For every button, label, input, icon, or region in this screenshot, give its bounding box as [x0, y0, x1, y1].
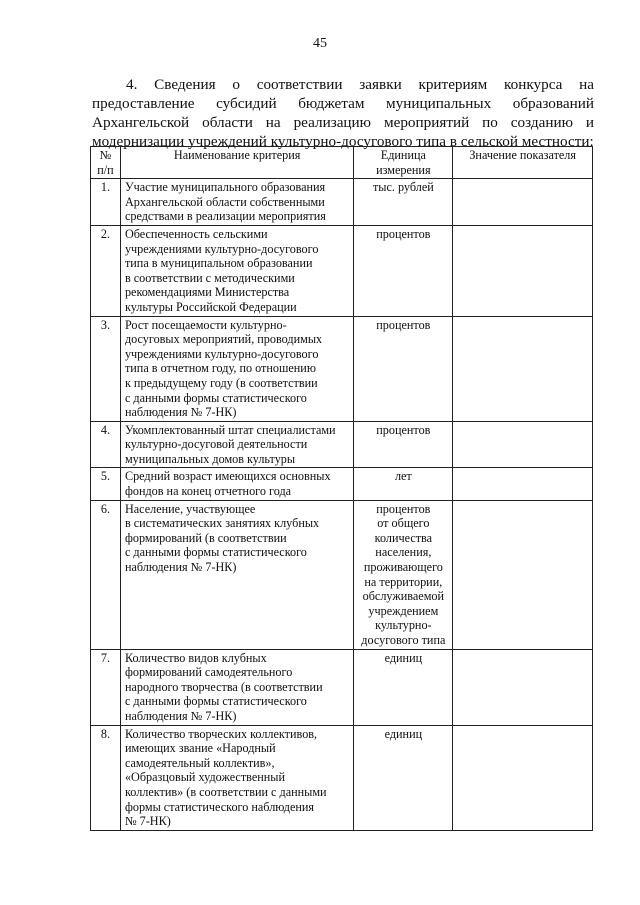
page-number: 45: [313, 36, 327, 51]
criterion-name: Участие муниципального образования Архангельской области собственными средствами в реализации мероприятия: [120, 179, 353, 226]
unit-of-measure: процентов: [354, 316, 453, 421]
table-row: [91, 649, 593, 725]
indicator-value[interactable]: [453, 500, 593, 649]
row-number: 8.: [91, 725, 121, 830]
table-header-row: [91, 147, 593, 179]
criterion-name: Количество видов клубных формирований самодеятельного народного творчества (в соответствии с данными формы статистического наблюдения № 7-НК): [120, 649, 353, 725]
row-number: 6.: [91, 500, 121, 649]
indicator-value[interactable]: [453, 421, 593, 468]
criterion-name: Количество творческих коллективов, имеющих звание «Народный самодеятельный коллектив», «Образцовый художественный коллектив» (в соответствии с данными формы статистического наблюдения № 7-НК): [120, 725, 353, 830]
table-row: [91, 421, 593, 468]
table-row: [91, 225, 593, 316]
table-row: [91, 468, 593, 500]
criterion-name: Средний возраст имеющихся основных фондов на конец отчетного года: [120, 468, 353, 500]
indicator-value[interactable]: [453, 316, 593, 421]
row-number: 7.: [91, 649, 121, 725]
header-unit: Единица измерения: [354, 147, 453, 179]
table-row: [91, 316, 593, 421]
indicator-value[interactable]: [453, 225, 593, 316]
row-number: 4.: [91, 421, 121, 468]
criteria-table: [90, 146, 593, 831]
section-heading: 4. Сведения о соответствии заявки критериям конкурса на предоставление субсидий бюджетам муниципальных образований Архангельской области на реализацию мероприятий по созданию и модернизации учреждений культурно-досугового типа в сельской местности:: [92, 76, 594, 151]
table-row: [91, 500, 593, 649]
row-number: 2.: [91, 225, 121, 316]
criterion-name: Население, участвующее в систематических занятиях клубных формирований (в соответствии с данными формы статистического наблюдения № 7-НК): [120, 500, 353, 649]
table-row: [91, 725, 593, 830]
unit-of-measure: единиц: [354, 725, 453, 830]
row-number: 1.: [91, 179, 121, 226]
criterion-name: Обеспеченность сельскими учреждениями культурно-досугового типа в муниципальном образовании в соответствии с методическими рекомендациями Министерства культуры Российской Федерации: [120, 225, 353, 316]
unit-of-measure: процентов от общего количества населения, проживающего на территории, обслуживаемой учреждением культурно- досугового типа: [354, 500, 453, 649]
indicator-value[interactable]: [453, 468, 593, 500]
indicator-value[interactable]: [453, 725, 593, 830]
unit-of-measure: единиц: [354, 649, 453, 725]
row-number: 5.: [91, 468, 121, 500]
indicator-value[interactable]: [453, 649, 593, 725]
unit-of-measure: тыс. рублей: [354, 179, 453, 226]
row-number: 3.: [91, 316, 121, 421]
unit-of-measure: процентов: [354, 421, 453, 468]
criterion-name: Рост посещаемости культурно- досуговых мероприятий, проводимых учреждениями культурно-досугового типа в отчетном году, по отношению к предыдущему году (в соответствии с данными формы статистического наблюдения № 7-НК): [120, 316, 353, 421]
table-row: [91, 179, 593, 226]
unit-of-measure: лет: [354, 468, 453, 500]
indicator-value[interactable]: [453, 179, 593, 226]
unit-of-measure: процентов: [354, 225, 453, 316]
header-criterion: Наименование критерия: [120, 147, 353, 179]
criterion-name: Укомплектованный штат специалистами культурно-досуговой деятельности муниципальных домов культуры: [120, 421, 353, 468]
header-value: Значение показателя: [453, 147, 593, 179]
header-num: № п/п: [91, 147, 121, 179]
